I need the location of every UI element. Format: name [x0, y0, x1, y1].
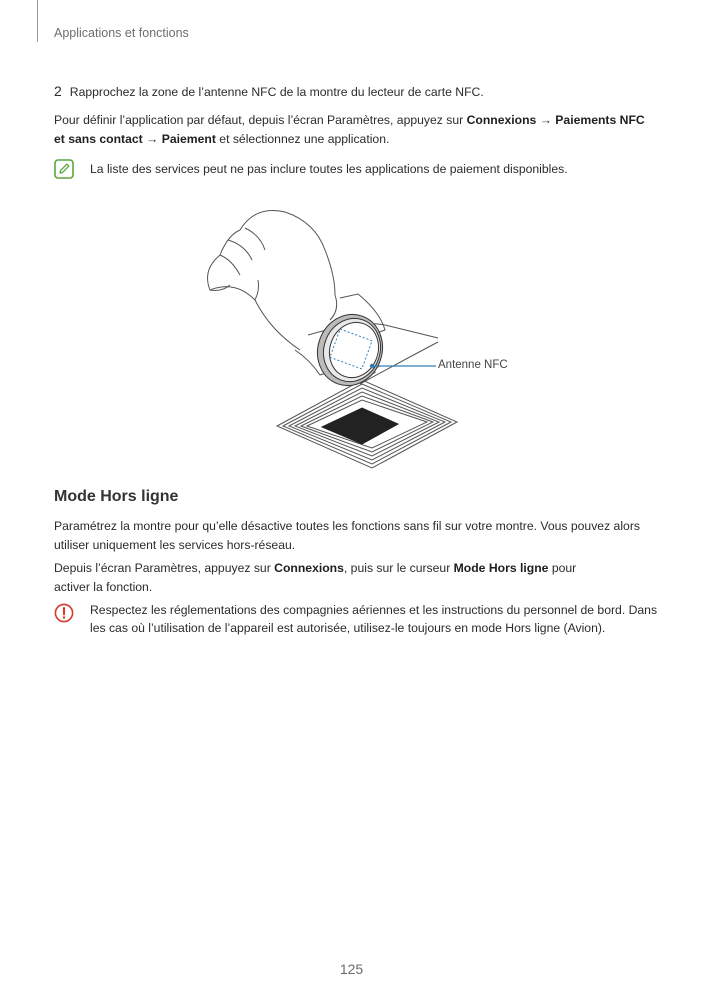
text-run: , puis sur le curseur [343, 561, 454, 575]
header-rule [37, 0, 38, 42]
text-run: et sélectionnez une application. [215, 132, 390, 146]
menu-mode-hors-ligne: Mode Hors ligne [453, 561, 549, 575]
step-number: 2 [54, 83, 62, 99]
menu-paiements-nfc: Paiements NFC et sans contact [54, 113, 645, 146]
arrow-text: → [536, 113, 556, 127]
text-run: Pour définir l’application par défaut, depuis l’écran Paramètres, appuyez sur [54, 113, 467, 127]
caution-text: Respectez les réglementations des compagnies aériennes et les instructions du personnel de bord. Dans les cas où l’utilisation de l’appareil est autorisée, utilisez-le toujours en mode Hors ligne (Avion). [90, 603, 658, 635]
menu-connexions: Connexions [274, 561, 344, 575]
arrow-text: → [142, 132, 162, 146]
offline-steps-paragraph [54, 559, 614, 597]
pencil-note-icon [54, 159, 74, 179]
menu-connexions: Connexions [466, 113, 537, 127]
step-text: Rapprochez la zone de l’antenne NFC de la montre du lecteur de carte NFC. [69, 85, 484, 99]
antenna-label: Antenne NFC [438, 359, 508, 371]
exclamation-circle-icon [54, 603, 74, 623]
nfc-reader-icon [277, 380, 457, 468]
note-text: La liste des services peut ne pas inclure toutes les applications de paiement disponibles. [90, 162, 568, 176]
step-2 [54, 83, 484, 99]
page-number: 125 [339, 961, 364, 977]
default-app-paragraph [54, 111, 654, 149]
header-title: Applications et fonctions [54, 26, 189, 40]
text-run: pour activer la fonction. [54, 561, 577, 594]
section-title: Mode Hors ligne [54, 488, 179, 505]
menu-paiement: Paiement [161, 132, 216, 146]
offline-intro-paragraph: Paramétrez la montre pour qu’elle désactive toutes les fonctions sans fil sur votre montre. Vous pouvez alors utiliser uniquement les services hors-réseau. [54, 519, 640, 552]
text-run: Depuis l’écran Paramètres, appuyez sur [54, 561, 275, 575]
nfc-watch-illustration [200, 200, 530, 470]
